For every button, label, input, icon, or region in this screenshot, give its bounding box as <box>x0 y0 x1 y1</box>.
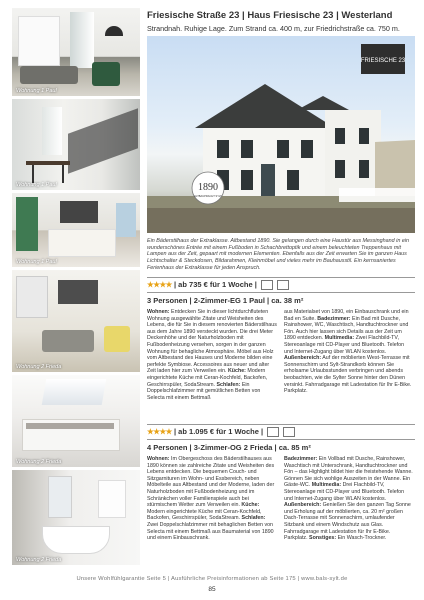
photo-caption: Wohnung 1 Paul <box>16 88 57 94</box>
no-smoking-icon <box>277 280 289 290</box>
photo-caption: Wohnung 1 Paul <box>16 259 57 265</box>
label-kueche: Küche: <box>227 368 246 375</box>
house-illustration <box>147 36 415 233</box>
house-sign-text: FRIESISCHE 23 <box>360 58 406 64</box>
unit2-left-column <box>147 456 277 542</box>
no-smoking-icon <box>283 427 295 437</box>
unit2-price-bar <box>147 427 415 437</box>
page-footer: Unsere Wohlfühlgarantie Seite 5 | Ausführliche Preisinformationen ab Seite 175 | www.bals-sylt.de <box>76 576 348 582</box>
unit2-price: | ab 1.095 € für 1 Woche | <box>174 427 264 436</box>
unit1-heading: 3 Personen | 2-Zimmer-EG 1 Paul | ca. 38 m² <box>147 296 304 305</box>
text-aussenbereich: Genießen Sie den ganzen Tag Sonne und Erholung auf der möblierten, ca. 20 m² großen Dach-Terrasse mit Sonnenschirm, umlaufender Sitzbank und einem Windschutz aus Glas. Fahrradgarage mit Ladestation für Ihr E-Bike. Parkplatz. <box>284 502 411 542</box>
text-badezimmer: Ein Bad mit Dusche, Rainshower, WC, Waschtisch, Handtuchtrockner und Fön. Auch hier lassen sich Details aus der Zeit um 1890 entdecken. <box>284 315 409 342</box>
divider <box>147 292 415 293</box>
label-multimedia: Multimedia: <box>311 482 342 489</box>
unit1-price-bar <box>147 280 415 290</box>
label-kueche: Küche: <box>241 502 260 509</box>
text-schlafen: Zwei Doppelschlafzimmer mit behaglichen Betten von Selecta mit einem Bettmaß aus Baumaterial von 1890 und einem Einbauschrank. <box>147 521 274 542</box>
text-wohnen: Entdecken Sie in dieser lichtdurchfluteten Wohnung ausgewählte Zitate und Weisheiten des Lebens, die für Sie in diesem renovierten Bäderstilhaus aus dem Jahre 1890 versteckt wurden. Die drei Meter Deckenhöhe und der Naturholzboden mit Fußbodenheizung versehen, sorgen in der ganzen Wohnung für behagliche Atmosphäre. Möbel aus Holz vom Altbestand des Hauses und Moderne bilden eine perfekte Symbiose. Accessoires aus neuer und alter Zeit laden hier zum Verweilen ein. <box>147 309 277 375</box>
hero-house-photo <box>147 36 415 233</box>
text-schlafen-cont: aus Materialset von 1890, ein Einbauschrank und ein Bad en Suite. <box>284 309 409 322</box>
roof-side <box>297 96 349 110</box>
logo-subtext: ALTBAUPRACHT SYLT <box>194 195 222 198</box>
text-multimedia: Zwei Flachbild-TV, Stereoanlage mit CD-Player und Bluetooth. Telefon und Internet-Zugang über WLAN kostenlos. <box>284 335 405 355</box>
house-side <box>325 110 381 200</box>
photo-caption: Wohnung 1 Paul <box>16 182 57 188</box>
unit1-left-column <box>147 309 277 401</box>
photo-caption: Wohnung 2 Frieda <box>16 364 62 370</box>
unit2-right-column <box>284 456 414 542</box>
photo-bedroom-paul <box>12 193 140 267</box>
label-aussenbereich: Außenbereich: <box>284 355 322 362</box>
text-sonstiges: Ein Wasch-Trockner. <box>336 535 387 542</box>
label-multimedia: Multimedia: <box>324 335 355 342</box>
photo-caption: Wohnung 2 Frieda <box>16 459 62 465</box>
unit2-star-rating: ★★★★ <box>147 427 172 436</box>
photo-living-room-paul <box>12 8 140 96</box>
label-aussenbereich: Außenbereich: <box>284 502 322 509</box>
text-aussenbereich: Auf der möblierten West-Terrasse mit Sonnenschirm und Sylt-Strandkorb können Sie erholsame Urlaubsstunden verbringen und abends beobachten, wie die Sylter Sonne hinter den Dünen versinkt. Fahrradgarage mit Ladestation für Ihr E-Bike. Parkplatz. <box>284 355 412 395</box>
page-number: 85 <box>208 586 216 593</box>
label-schlafen: Schlafen: <box>241 515 266 522</box>
no-pets-icon <box>267 427 279 437</box>
text-wohnen: Im Obergeschoss des Bäderstilhauses aus 1890 können sie zahlreiche Zitate und Weisheiten des Lebens entdecken. Die bequemen Couch- und Sitzgarnituren im Wohn- und Essbereich, neben Möbelteile aus Altbestand und der Moderne, laden der Naturholzboden mit Fußbodenheizung und im Schränkchen voller Familienspiele auch bei stürmischem Wetter zum Verweilen ein. <box>147 456 275 509</box>
text-multimedia: Drei Flachbild-TV, Stereoanlage mit CD-Player und Bluetooth. Telefon und Internet-Zugang über WLAN kostenlos. <box>284 482 405 502</box>
unit1-right-column <box>284 309 414 395</box>
photo-caption: Wohnung 2 Frieda <box>16 557 62 563</box>
divider <box>147 277 415 278</box>
page-title: Friesische Straße 23 | Haus Friesische 23 | Westerland <box>147 10 393 21</box>
label-badezimmer: Badezimmer: <box>317 315 351 322</box>
intro-description: Ein Bäderstilhaus der Extraklasse. Altbestand 1890. Sie gelangen durch eine Haustür aus Messinghand in ein wunderschönes Entrée mit einem Fußboden in Schachbrettoptik und einem beleuchteten Treppenhaus mit Lampen aus der Zeit, gepaart mit modernen Elementen. Ebenfalls aus der Zeit erwarten Sie im ganzen Haus Lichtschalter & Steckdosen, Bildarahmen, Kleinmöbel und vieles mehr im Bauhausstil. Ein kernsaniertes Ferienhaus der Extraklasse für jeden Anspruch. <box>147 238 410 271</box>
text-badezimmer: Ein Vollbad mit Dusche, Rainshower, Waschtisch mit Unterschrank, Handtuchtrockner und Fön – das Highlight bildet hier die freistehende Wanne. Gönnen Sie sich wohlige Auszeiten in der Wanne. Ein Gäste-WC. <box>284 456 413 489</box>
photo-dining-paul <box>12 99 140 190</box>
label-sonstiges: Sonstiges: <box>309 535 337 542</box>
unit1-star-rating: ★★★★ <box>147 280 172 289</box>
text-kueche: Modern eingerichtete Küche mit Ceran-Kochfeld, Backofen, Geschirrspüler, SodaStream. <box>147 508 262 522</box>
photo-bedroom-frieda <box>12 375 140 467</box>
unit1-price: | ab 735 € für 1 Woche | <box>174 280 257 289</box>
label-schlafen: Schlafen: <box>216 381 241 388</box>
label-wohnen: Wohnen: <box>147 309 170 315</box>
divider <box>147 439 415 440</box>
label-wohnen: Wohnen: <box>147 456 170 462</box>
text-kueche: Modern eingerichtete Küche mit Ceran-Kochfeld, Backofen, Geschirrspüler, SodaStream. <box>147 368 268 388</box>
no-pets-icon <box>261 280 273 290</box>
label-badezimmer: Badezimmer: <box>284 456 318 462</box>
divider <box>147 424 415 425</box>
photo-bathroom-frieda <box>12 470 140 565</box>
logo-year: 1890 <box>198 182 218 193</box>
unit2-heading: 4 Personen | 3-Zimmer-OG 2 Frieda | ca. 85 m² <box>147 443 311 452</box>
text-schlafen: Ein Doppelschlafzimmer mit gemütlichen Betten von Selecta mit einem Bettmaß <box>147 381 261 401</box>
page-subtitle: Strandnah. Ruhige Lage. Zum Strand ca. 400 m, zur Friedrichstraße ca. 750 m. <box>147 24 400 33</box>
photo-living-room-frieda <box>12 270 140 372</box>
